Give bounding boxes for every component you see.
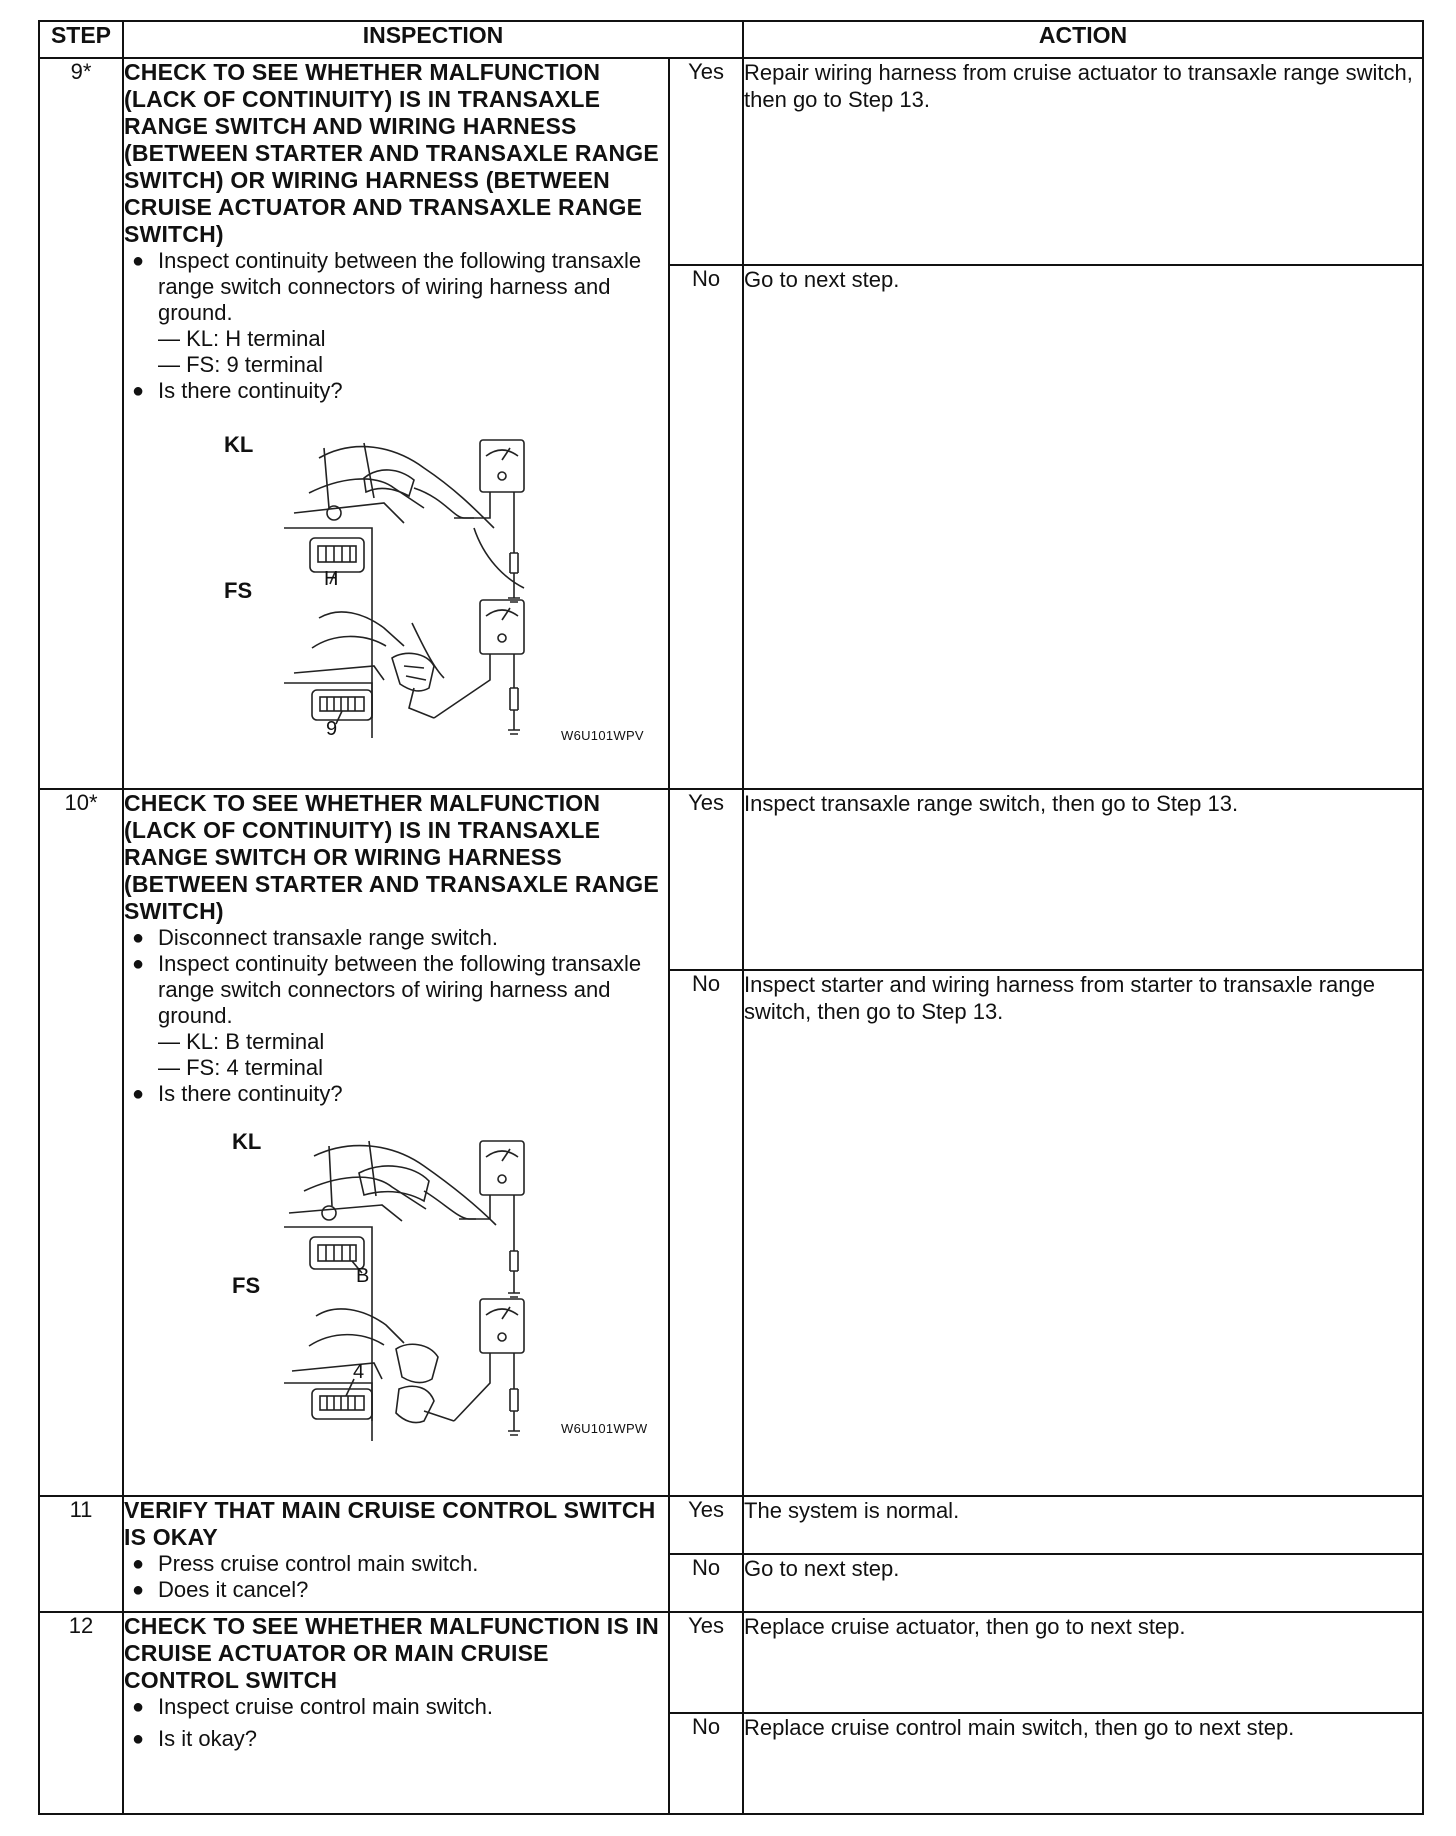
step-number: 12 <box>39 1612 123 1814</box>
figure-code: W6U101WPV <box>561 728 644 743</box>
yes-action: Repair wiring harness from cruise actuator to transaxle range switch, then go to Step 13. <box>743 58 1423 265</box>
step-number: 11 <box>39 1496 123 1612</box>
fs-label: FS <box>224 578 253 603</box>
table-row <box>39 1496 1423 1554</box>
header-action: ACTION <box>743 21 1423 58</box>
no-action: Go to next step. <box>743 265 1423 789</box>
inspection-cell <box>123 789 669 1496</box>
no-label: No <box>669 265 743 789</box>
procedure-table <box>38 20 1424 1815</box>
yes-label: Yes <box>669 1496 743 1554</box>
no-label: No <box>669 1554 743 1612</box>
fs-terminal-label: 9 <box>326 718 338 740</box>
no-action: Replace cruise control main switch, then go to next step. <box>743 1713 1423 1814</box>
bullet-icon: ● <box>132 927 145 949</box>
figure-code: W6U101WPW <box>561 1421 648 1436</box>
yes-label: Yes <box>669 1612 743 1713</box>
fs-label: FS <box>232 1273 261 1298</box>
list-item: ● Disconnect transaxle range switch. <box>132 925 498 950</box>
header-row <box>39 21 1423 58</box>
terminal-kl: — KL: H terminal <box>158 326 326 351</box>
no-label: No <box>669 1713 743 1814</box>
yes-action: The system is normal. <box>743 1496 1423 1554</box>
wiring-illustration <box>124 1121 648 1447</box>
list-item: ● Press cruise control main switch. <box>132 1551 479 1576</box>
bullet-icon: ● <box>132 250 145 272</box>
list-item: ● Is there continuity? <box>132 378 343 403</box>
no-label: No <box>669 970 743 1496</box>
yes-label: Yes <box>669 58 743 265</box>
yes-action: Replace cruise actuator, then go to next step. <box>743 1612 1423 1713</box>
no-action: Go to next step. <box>743 1554 1423 1612</box>
list-item: ● Is there continuity? <box>132 1081 343 1106</box>
kl-label: KL <box>232 1129 262 1154</box>
continuity-diagram <box>124 1121 648 1447</box>
inspection-cell <box>123 1612 669 1814</box>
terminal-kl: — KL: B terminal <box>158 1029 325 1054</box>
inspection-title: CHECK TO SEE WHETHER MALFUNCTION (LACK OF CONTINUITY) IS IN TRANSAXLE RANGE SWITCH AND WIRING HARNESS (BETWEEN STARTER AND TRANSAXLE RANGE SWITCH) OR WIRING HARNESS (BETWEEN CRUISE ACTUATOR AND TRANSAXLE RANGE SWITCH) <box>124 59 659 247</box>
table-row <box>39 1612 1423 1713</box>
list-item: ● Inspect continuity between the following transaxle range switch connectors of wiring harness and ground. <box>132 248 642 325</box>
continuity-diagram <box>124 418 648 744</box>
kl-terminal-label: H <box>324 568 339 590</box>
bullet-icon: ● <box>132 380 145 402</box>
step-number: 10* <box>39 789 123 1496</box>
table-row <box>39 58 1423 265</box>
yes-label: Yes <box>669 789 743 970</box>
inspection-title: CHECK TO SEE WHETHER MALFUNCTION (LACK OF CONTINUITY) IS IN TRANSAXLE RANGE SWITCH OR WIRING HARNESS (BETWEEN STARTER AND TRANSAXLE RANGE SWITCH) <box>124 790 659 924</box>
terminal-fs: — FS: 4 terminal <box>158 1055 324 1080</box>
list-item: ● Inspect continuity between the following transaxle range switch connectors of wiring harness and ground. <box>132 951 642 1028</box>
bullet-icon: ● <box>132 1553 145 1575</box>
terminal-fs: — FS: 9 terminal <box>158 352 324 377</box>
bullet-icon: ● <box>132 1696 145 1718</box>
inspection-cell <box>123 58 669 789</box>
yes-action: Inspect transaxle range switch, then go to Step 13. <box>743 789 1423 970</box>
wiring-illustration <box>124 418 648 744</box>
bullet-icon: ● <box>132 953 145 975</box>
fs-terminal-label: 4 <box>353 1361 365 1383</box>
table-row <box>39 789 1423 970</box>
inspection-steps <box>124 925 668 1029</box>
no-action: Inspect starter and wiring harness from starter to transaxle range switch, then go to Step 13. <box>743 970 1423 1496</box>
bullet-icon: ● <box>132 1579 145 1601</box>
inspection-cell <box>123 1496 669 1612</box>
kl-terminal-label: B <box>356 1265 370 1287</box>
bullet-icon: ● <box>132 1083 145 1105</box>
inspection-steps <box>124 1551 668 1603</box>
bullet-icon: ● <box>132 1728 145 1750</box>
inspection-title: CHECK TO SEE WHETHER MALFUNCTION IS IN CRUISE ACTUATOR OR MAIN CRUISE CONTROL SWITCH <box>124 1613 659 1693</box>
inspection-steps <box>124 248 668 326</box>
header-inspection: INSPECTION <box>123 21 743 58</box>
step-number: 9* <box>39 58 123 789</box>
inspection-title: VERIFY THAT MAIN CRUISE CONTROL SWITCH IS OKAY <box>124 1497 656 1550</box>
list-item: ● Inspect cruise control main switch. <box>132 1694 494 1719</box>
inspection-steps <box>124 1694 668 1752</box>
kl-label: KL <box>224 432 254 457</box>
header-step: STEP <box>39 21 123 58</box>
list-item: ● Does it cancel? <box>132 1577 309 1602</box>
list-item: ● Is it okay? <box>132 1726 258 1751</box>
